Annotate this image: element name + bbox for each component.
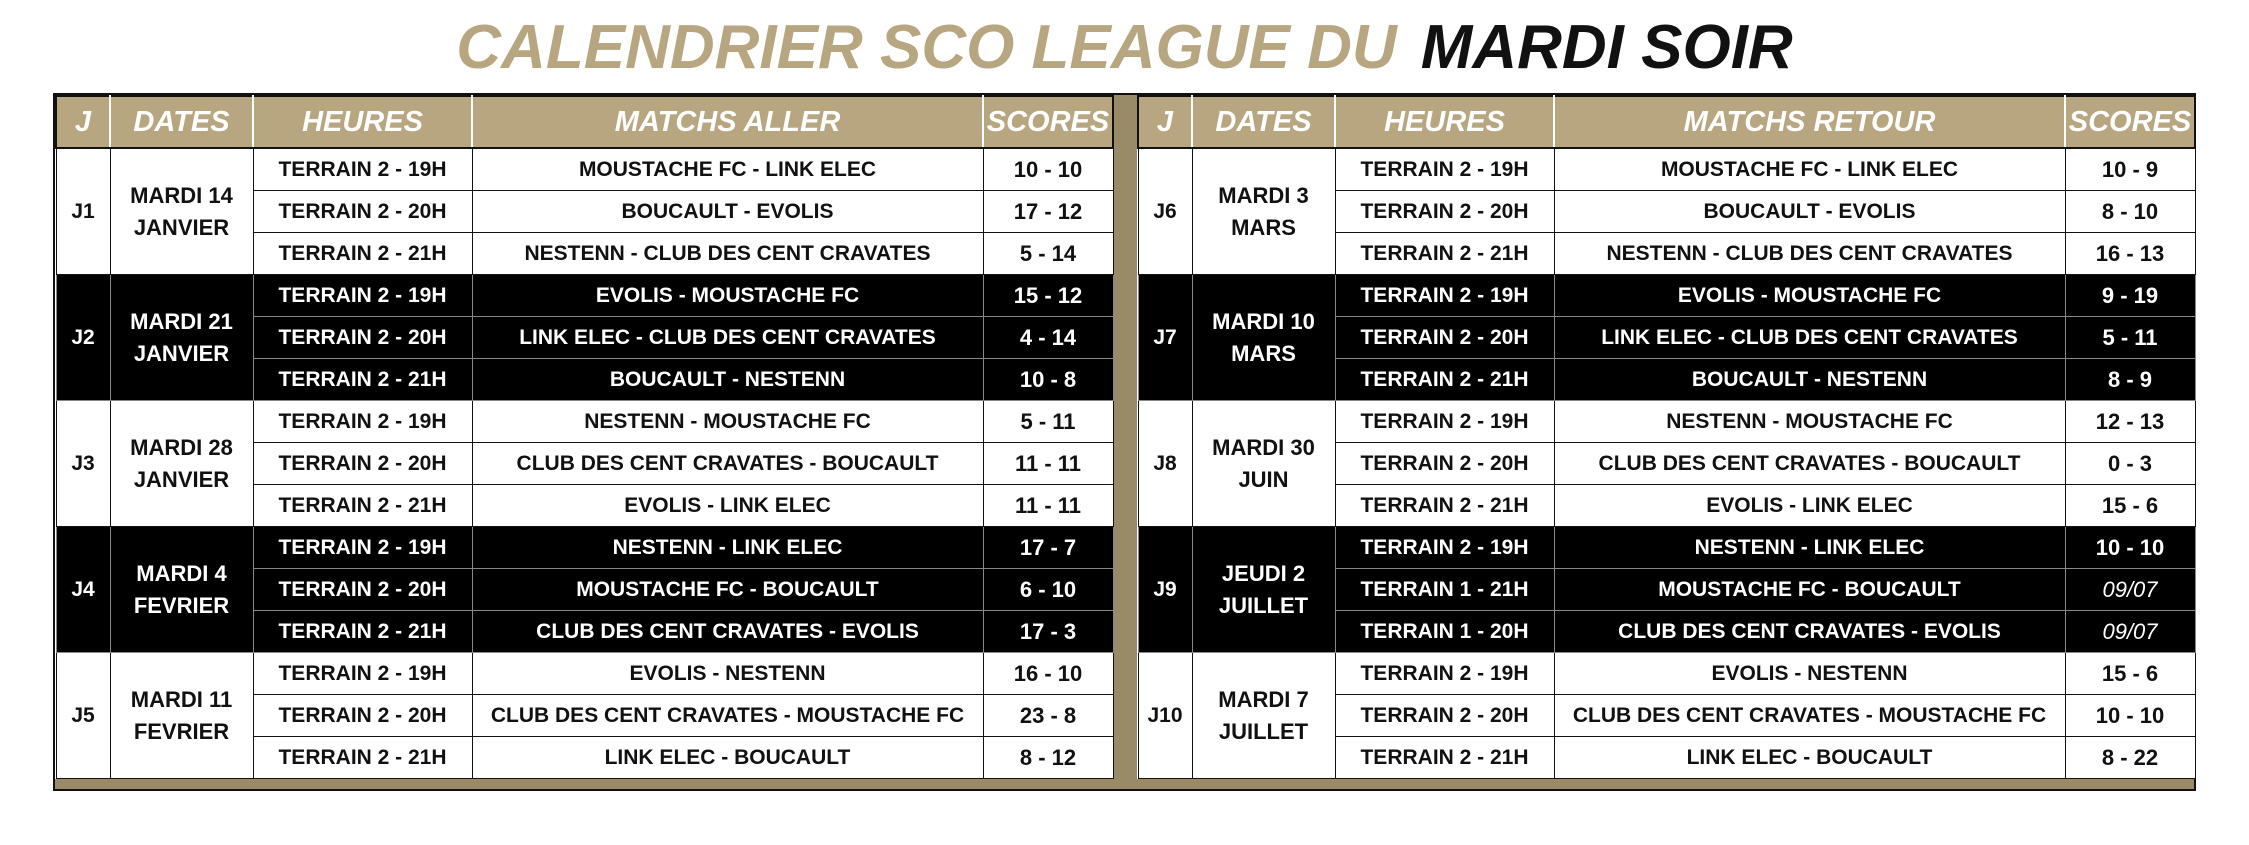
round-date: MARDI 4 FEVRIER (110, 527, 253, 653)
table-row (56, 653, 1113, 695)
match-time: TERRAIN 2 - 19H (253, 148, 472, 191)
match-teams: MOUSTACHE FC - BOUCAULT (472, 569, 983, 611)
match-score: 15 - 6 (2065, 485, 2195, 527)
table-row (56, 401, 1113, 443)
match-time: TERRAIN 2 - 19H (1335, 401, 1554, 443)
round-date: MARDI 3 MARS (1192, 148, 1335, 275)
round-date: MARDI 28 JANVIER (110, 401, 253, 527)
match-teams: NESTENN - CLUB DES CENT CRAVATES (1554, 233, 2065, 275)
match-time: TERRAIN 2 - 19H (253, 401, 472, 443)
table-header-row (1138, 96, 2195, 148)
match-time: TERRAIN 2 - 21H (1335, 233, 1554, 275)
header-j: J (1138, 96, 1192, 148)
table-header-row (56, 96, 1113, 148)
match-score: 09/07 (2065, 569, 2195, 611)
match-time: TERRAIN 2 - 21H (253, 611, 472, 653)
match-teams: EVOLIS - MOUSTACHE FC (1554, 275, 2065, 317)
match-time: TERRAIN 2 - 19H (1335, 527, 1554, 569)
match-teams: CLUB DES CENT CRAVATES - MOUSTACHE FC (1554, 695, 2065, 737)
match-teams: LINK ELEC - BOUCAULT (1554, 737, 2065, 779)
title-part-2: MARDI SOIR (1420, 13, 1793, 82)
table-row (56, 527, 1113, 569)
match-teams: CLUB DES CENT CRAVATES - BOUCAULT (1554, 443, 2065, 485)
header-j: J (56, 96, 110, 148)
schedule-tables (53, 93, 2196, 791)
match-time: TERRAIN 2 - 21H (253, 737, 472, 779)
header-scores: SCORES (983, 96, 1113, 148)
match-time: TERRAIN 2 - 20H (253, 317, 472, 359)
match-score: 16 - 13 (2065, 233, 2195, 275)
match-score: 5 - 11 (983, 401, 1113, 443)
match-score: 09/07 (2065, 611, 2195, 653)
title-part-1: CALENDRIER SCO LEAGUE DU (456, 13, 1397, 82)
match-teams: LINK ELEC - BOUCAULT (472, 737, 983, 779)
round-number: J7 (1138, 275, 1192, 401)
table-body (1138, 148, 2195, 779)
table-row (1138, 653, 2195, 695)
match-teams: NESTENN - MOUSTACHE FC (472, 401, 983, 443)
match-score: 17 - 7 (983, 527, 1113, 569)
match-teams: CLUB DES CENT CRAVATES - EVOLIS (472, 611, 983, 653)
match-teams: BOUCAULT - EVOLIS (472, 191, 983, 233)
match-score: 11 - 11 (983, 485, 1113, 527)
match-time: TERRAIN 1 - 20H (1335, 611, 1554, 653)
match-score: 8 - 22 (2065, 737, 2195, 779)
match-score: 15 - 12 (983, 275, 1113, 317)
header-dates: DATES (1192, 96, 1335, 148)
match-time: TERRAIN 2 - 20H (1335, 191, 1554, 233)
match-score: 10 - 8 (983, 359, 1113, 401)
round-date: MARDI 11 FEVRIER (110, 653, 253, 779)
table-row (1138, 148, 2195, 191)
match-teams: EVOLIS - NESTENN (472, 653, 983, 695)
header-hours: HEURES (253, 96, 472, 148)
match-score: 17 - 12 (983, 191, 1113, 233)
match-time: TERRAIN 2 - 19H (253, 275, 472, 317)
match-teams: NESTENN - MOUSTACHE FC (1554, 401, 2065, 443)
match-time: TERRAIN 2 - 21H (253, 485, 472, 527)
round-number: J6 (1138, 148, 1192, 275)
match-score: 23 - 8 (983, 695, 1113, 737)
match-time: TERRAIN 2 - 21H (1335, 359, 1554, 401)
match-time: TERRAIN 2 - 19H (1335, 148, 1554, 191)
match-score: 8 - 10 (2065, 191, 2195, 233)
match-teams: EVOLIS - LINK ELEC (472, 485, 983, 527)
round-number: J1 (56, 148, 110, 275)
table-row (56, 275, 1113, 317)
round-number: J10 (1138, 653, 1192, 779)
match-teams: EVOLIS - LINK ELEC (1554, 485, 2065, 527)
match-score: 4 - 14 (983, 317, 1113, 359)
match-time: TERRAIN 2 - 21H (253, 233, 472, 275)
match-time: TERRAIN 2 - 21H (253, 359, 472, 401)
round-date: MARDI 14 JANVIER (110, 148, 253, 275)
match-time: TERRAIN 2 - 20H (253, 695, 472, 737)
round-date: MARDI 21 JANVIER (110, 275, 253, 401)
round-date: MARDI 10 MARS (1192, 275, 1335, 401)
round-number: J8 (1138, 401, 1192, 527)
match-teams: NESTENN - LINK ELEC (472, 527, 983, 569)
table-body (56, 148, 1113, 779)
match-score: 0 - 3 (2065, 443, 2195, 485)
match-time: TERRAIN 2 - 20H (253, 191, 472, 233)
match-score: 8 - 9 (2065, 359, 2195, 401)
header-hours: HEURES (1335, 96, 1554, 148)
match-time: TERRAIN 2 - 20H (1335, 695, 1554, 737)
second-leg-table (1137, 95, 2196, 779)
match-teams: LINK ELEC - CLUB DES CENT CRAVATES (1554, 317, 2065, 359)
match-teams: LINK ELEC - CLUB DES CENT CRAVATES (472, 317, 983, 359)
round-number: J3 (56, 401, 110, 527)
round-number: J5 (56, 653, 110, 779)
match-time: TERRAIN 2 - 20H (253, 443, 472, 485)
match-score: 17 - 3 (983, 611, 1113, 653)
header-matches: MATCHS ALLER (472, 96, 983, 148)
match-score: 6 - 10 (983, 569, 1113, 611)
header-dates: DATES (110, 96, 253, 148)
match-teams: BOUCAULT - NESTENN (1554, 359, 2065, 401)
match-time: TERRAIN 2 - 20H (1335, 317, 1554, 359)
match-teams: BOUCAULT - NESTENN (472, 359, 983, 401)
table-row (1138, 275, 2195, 317)
match-teams: EVOLIS - MOUSTACHE FC (472, 275, 983, 317)
match-time: TERRAIN 2 - 21H (1335, 485, 1554, 527)
match-score: 12 - 13 (2065, 401, 2195, 443)
first-leg-table (55, 95, 1114, 779)
match-teams: MOUSTACHE FC - LINK ELEC (1554, 148, 2065, 191)
match-time: TERRAIN 2 - 21H (1335, 737, 1554, 779)
round-number: J2 (56, 275, 110, 401)
match-score: 16 - 10 (983, 653, 1113, 695)
match-score: 8 - 12 (983, 737, 1113, 779)
match-teams: CLUB DES CENT CRAVATES - EVOLIS (1554, 611, 2065, 653)
match-score: 10 - 9 (2065, 148, 2195, 191)
match-score: 10 - 10 (2065, 695, 2195, 737)
match-teams: NESTENN - CLUB DES CENT CRAVATES (472, 233, 983, 275)
table-row (56, 148, 1113, 191)
match-score: 11 - 11 (983, 443, 1113, 485)
match-time: TERRAIN 2 - 19H (253, 653, 472, 695)
match-time: TERRAIN 1 - 21H (1335, 569, 1554, 611)
round-date: MARDI 7 JUILLET (1192, 653, 1335, 779)
match-time: TERRAIN 2 - 19H (1335, 275, 1554, 317)
match-time: TERRAIN 2 - 19H (253, 527, 472, 569)
round-date: MARDI 30 JUIN (1192, 401, 1335, 527)
match-score: 5 - 11 (2065, 317, 2195, 359)
match-score: 9 - 19 (2065, 275, 2195, 317)
header-scores: SCORES (2065, 96, 2195, 148)
round-number: J9 (1138, 527, 1192, 653)
match-teams: MOUSTACHE FC - BOUCAULT (1554, 569, 2065, 611)
table-row (1138, 527, 2195, 569)
match-teams: BOUCAULT - EVOLIS (1554, 191, 2065, 233)
match-time: TERRAIN 2 - 19H (1335, 653, 1554, 695)
header-matches: MATCHS RETOUR (1554, 96, 2065, 148)
round-date: JEUDI 2 JUILLET (1192, 527, 1335, 653)
round-number: J4 (56, 527, 110, 653)
match-score: 5 - 14 (983, 233, 1113, 275)
match-time: TERRAIN 2 - 20H (1335, 443, 1554, 485)
match-teams: EVOLIS - NESTENN (1554, 653, 2065, 695)
page-title (0, 8, 2249, 88)
table-row (1138, 401, 2195, 443)
match-score: 15 - 6 (2065, 653, 2195, 695)
match-score: 10 - 10 (2065, 527, 2195, 569)
match-teams: NESTENN - LINK ELEC (1554, 527, 2065, 569)
match-teams: CLUB DES CENT CRAVATES - MOUSTACHE FC (472, 695, 983, 737)
match-teams: MOUSTACHE FC - LINK ELEC (472, 148, 983, 191)
match-teams: CLUB DES CENT CRAVATES - BOUCAULT (472, 443, 983, 485)
match-score: 10 - 10 (983, 148, 1113, 191)
match-time: TERRAIN 2 - 20H (253, 569, 472, 611)
